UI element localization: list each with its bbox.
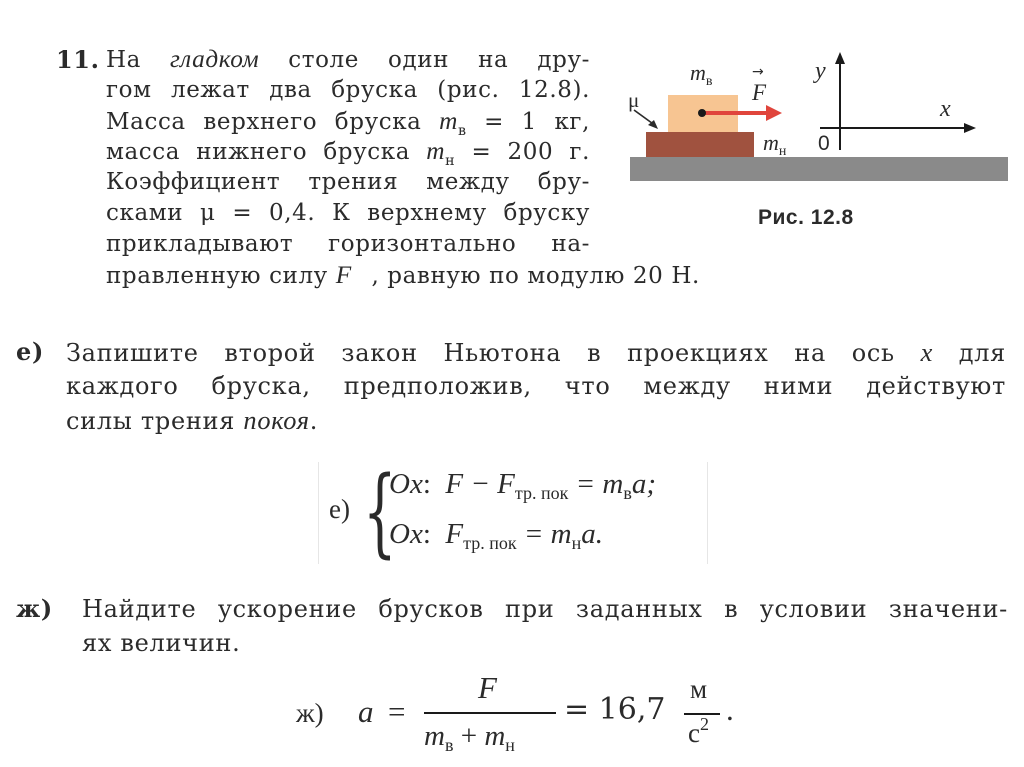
problem-number: 11. <box>56 45 100 74</box>
problem-text-line: Коэффициент трения между бру- <box>106 169 590 196</box>
equation-1: Ox: $F - F_{тр. пок} = m_вa$; <box>389 468 657 503</box>
figure-caption: Рис. 12.8 <box>758 206 854 229</box>
part-e-label: е) <box>16 337 45 366</box>
problem-text-line: масса нижнего бруска $m_н = 200$ г. <box>106 137 590 170</box>
system-brace: { <box>363 456 397 568</box>
part-zh-answer <box>296 668 756 762</box>
x-axis-arrow <box>964 123 976 133</box>
origin-label: 0 <box>818 132 830 155</box>
accel-symbol: a <box>358 694 374 729</box>
problem-text-line: правленную силу F⃗, равную по модулю 20 Н. <box>106 260 700 289</box>
label-force: F <box>752 80 767 105</box>
fraction-numerator: F <box>478 670 497 705</box>
y-axis-arrow <box>835 52 845 64</box>
axis-x-label: x <box>940 96 951 122</box>
problem-text-line: прикладывают горизонтально на- <box>106 230 590 257</box>
label-m-upper: $m_в$ <box>690 60 713 89</box>
equals-sign: = <box>388 694 406 729</box>
final-period: . <box>726 692 734 727</box>
problem-text <box>56 44 100 77</box>
figure-12-8 <box>620 50 1020 240</box>
force-application-point <box>698 109 706 117</box>
lower-block <box>646 132 754 157</box>
label-m-lower: $m_н$ <box>763 130 787 159</box>
part-e-answer-label: е) <box>329 494 350 524</box>
label-mu: μ <box>628 88 640 112</box>
part-zh-text-line: Найдите ускорение брусков при заданных в условии значени- <box>82 595 1008 623</box>
table-surface <box>630 157 1008 181</box>
part-e-text-line: Запишите второй закон Ньютона в проекциях на ось x для <box>66 337 1007 367</box>
problem-text-line: гом лежат два бруска (рис. 12.8). <box>106 76 590 103</box>
unit-numerator: м <box>690 674 708 704</box>
unit-denominator: $с^2$ <box>688 714 709 748</box>
problem-text-line: сками μ = 0,4. К верхнему бруску <box>106 200 590 226</box>
fraction-bar <box>424 712 556 714</box>
problem-text-line: Масса верхнего бруска $m_в = 1$ кг, <box>106 106 590 139</box>
force-arrow-head <box>766 105 782 121</box>
problem-text-line: На гладком столе один на дру- <box>106 45 590 73</box>
axis-y-label: y <box>815 58 826 84</box>
part-e-answer <box>318 456 708 568</box>
part-e-text-line: каждого бруска, предположив, что между ними действуют <box>66 372 1006 400</box>
part-zh-text-line: ях величин. <box>82 629 241 657</box>
equation-2: Ox: $F_{тр. пок} = m_нa$. <box>389 518 603 553</box>
part-zh-label: ж) <box>16 594 53 623</box>
fraction-denominator: $m_в + m_н$ <box>424 720 515 755</box>
part-e-text-line: силы трения покоя. <box>66 405 319 435</box>
part-zh-answer-label: ж) <box>296 698 324 728</box>
label-force-vector-arrow: → <box>752 64 764 80</box>
result-value: = 16,7 <box>564 692 666 727</box>
